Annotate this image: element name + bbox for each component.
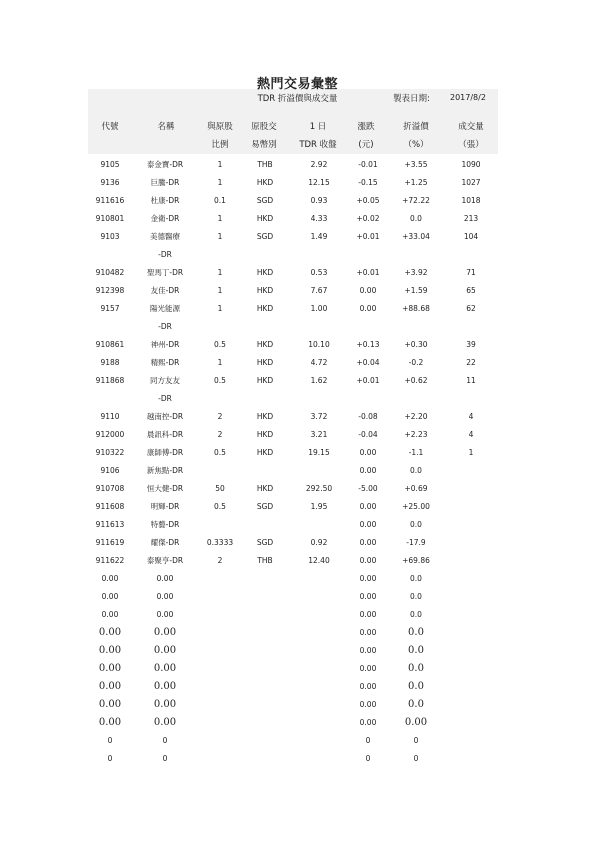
cell-ratio: 1: [217, 214, 223, 223]
header-code: 代號: [101, 122, 119, 132]
date-label: 製表日期:: [393, 94, 430, 104]
cell-change: 0.00: [359, 502, 377, 511]
cell-volume: 104: [463, 232, 479, 241]
cell-ratio: 50: [215, 484, 225, 493]
table-row: [0, 210, 595, 228]
cell-currency: HKD: [256, 430, 274, 439]
table-row: [0, 516, 595, 534]
cell-premium: 0: [413, 736, 419, 745]
cell-name: 杜康-DR: [150, 196, 180, 205]
cell-name: 聖馬丁-DR: [146, 268, 184, 277]
table-row-empty: [0, 606, 595, 624]
cell-ratio: 1: [217, 178, 223, 187]
cell-close: 0.93: [310, 196, 328, 205]
cell-currency: [245, 462, 285, 480]
cell-currency: HKD: [256, 286, 274, 295]
cell-close: [295, 516, 343, 534]
cell-change: 0.00: [359, 448, 377, 457]
cell-premium: -0.2: [408, 358, 424, 367]
cell-premium: 0: [413, 754, 419, 763]
cell-change: 0.00: [359, 610, 377, 619]
cell-code: 9110: [100, 412, 120, 421]
cell-close: 1.00: [310, 304, 328, 313]
cell-premium: +88.68: [402, 304, 430, 313]
cell-ratio: 1: [217, 232, 223, 241]
cell-code: 0.00: [101, 574, 119, 583]
header-currency: 原股交 易幣別: [251, 122, 277, 150]
cell-premium: 0.0: [408, 681, 424, 692]
cell-close: 1.49: [310, 232, 328, 241]
table-row: [0, 426, 595, 444]
cell-currency: HKD: [256, 340, 274, 349]
cell-close: 4.33: [310, 214, 328, 223]
cell-name: 0.00: [153, 663, 177, 674]
cell-close: 4.72: [310, 358, 328, 367]
table-row: [0, 354, 595, 372]
cell-currency: HKD: [256, 304, 274, 313]
cell-code: 911616: [95, 196, 125, 205]
cell-code: 911608: [95, 502, 125, 511]
cell-change: 0.00: [359, 286, 377, 295]
table-row: [0, 156, 595, 174]
cell-change: +0.04: [356, 358, 380, 367]
cell-ratio: 0.5: [214, 376, 226, 385]
cell-volume: 71: [466, 268, 476, 277]
table-row-empty: [0, 642, 595, 660]
cell-close: 0.53: [310, 268, 328, 277]
cell-close: 3.21: [310, 430, 328, 439]
cell-code: 9136: [100, 178, 120, 187]
table-row-empty: [0, 678, 595, 696]
cell-change: 0.00: [359, 628, 377, 637]
cell-code: 911613: [95, 520, 125, 529]
table-subtitle: TDR 折溢價與成交量: [257, 94, 338, 104]
cell-name: 泰聚亨-DR: [146, 556, 184, 565]
cell-close: 3.72: [310, 412, 328, 421]
cell-volume: 4: [468, 412, 474, 421]
cell-name: 0.00: [156, 574, 174, 583]
cell-currency: [245, 516, 285, 534]
cell-currency: SGD: [256, 502, 274, 511]
cell-premium: +1.25: [404, 178, 428, 187]
cell-close: 12.40: [308, 556, 330, 565]
table-row-empty: [0, 696, 595, 714]
cell-premium: +3.55: [404, 160, 428, 169]
cell-code: 0.00: [98, 699, 122, 710]
cell-change: +0.01: [356, 376, 380, 385]
cell-code: 0.00: [98, 681, 122, 692]
cell-ratio: 1: [217, 358, 223, 367]
cell-name: 泰金寶-DR: [146, 160, 184, 169]
cell-change: -0.08: [358, 412, 378, 421]
cell-ratio: 2: [217, 412, 223, 421]
cell-code: 910708: [95, 484, 125, 493]
cell-premium: +33.04: [402, 232, 430, 241]
cell-name: 0.00: [153, 645, 177, 656]
cell-premium: 0.0: [408, 627, 424, 638]
cell-currency: HKD: [256, 412, 274, 421]
cell-volume: 1018: [461, 196, 481, 205]
cell-code: 0: [107, 736, 113, 745]
cell-change: 0.00: [359, 664, 377, 673]
cell-close: 7.67: [310, 286, 328, 295]
cell-change: +0.13: [356, 340, 380, 349]
cell-close: 1.62: [310, 376, 328, 385]
table-row: [0, 336, 595, 354]
table-row: [0, 174, 595, 192]
cell-premium: 0.0: [410, 592, 422, 601]
table-row-empty: [0, 588, 595, 606]
cell-code: 9105: [100, 160, 120, 169]
cell-premium: 0.0: [408, 699, 424, 710]
cell-name: 0: [162, 754, 168, 763]
cell-premium: +0.62: [404, 376, 428, 385]
table-row: [0, 264, 595, 282]
table-row-empty: [0, 660, 595, 678]
cell-premium: 0.0: [410, 214, 422, 223]
cell-change: 0.00: [359, 520, 377, 529]
cell-volume: 4: [468, 430, 474, 439]
table-row: [0, 372, 595, 403]
cell-close: 12.15: [308, 178, 330, 187]
cell-change: -0.15: [358, 178, 378, 187]
cell-code: 0.00: [98, 645, 122, 656]
table-row-empty: [0, 624, 595, 642]
cell-change: 0: [365, 754, 371, 763]
table-row: [0, 408, 595, 426]
cell-code: 0.00: [98, 663, 122, 674]
cell-name: 友佳-DR: [150, 286, 180, 295]
cell-premium: -1.1: [408, 448, 424, 457]
cell-currency: HKD: [256, 268, 274, 277]
cell-code: 9103: [100, 232, 120, 241]
table-row: [0, 228, 595, 259]
date-value: 2017/8/2: [450, 93, 486, 102]
cell-currency: THB: [257, 556, 273, 565]
cell-ratio: 2: [217, 430, 223, 439]
table-row: [0, 534, 595, 552]
cell-ratio: 1: [217, 304, 223, 313]
table-row: [0, 552, 595, 570]
cell-code: 910322: [95, 448, 125, 457]
cell-ratio: 0.5: [214, 502, 226, 511]
cell-code: 0.00: [101, 592, 119, 601]
cell-name: 耀傑-DR: [150, 538, 180, 547]
cell-premium: 0.0: [410, 466, 422, 475]
cell-volume: 213: [463, 214, 479, 223]
cell-ratio: 0.1: [214, 196, 226, 205]
cell-premium: -17.9: [406, 538, 426, 547]
cell-code: 910482: [95, 268, 125, 277]
cell-currency: THB: [257, 160, 273, 169]
cell-premium: +3.92: [404, 268, 428, 277]
cell-code: 911622: [95, 556, 125, 565]
cell-premium: +2.23: [404, 430, 428, 439]
cell-code: 910861: [95, 340, 125, 349]
table-row: [0, 480, 595, 498]
cell-volume: 11: [466, 376, 476, 385]
cell-premium: 0.0: [410, 520, 422, 529]
cell-name: 恒大健-DR: [146, 484, 184, 493]
cell-volume: [450, 552, 492, 570]
cell-volume: [450, 480, 492, 498]
cell-premium: +25.00: [402, 502, 430, 511]
cell-ratio: 1: [217, 160, 223, 169]
cell-name: 康師傅-DR: [146, 448, 184, 457]
cell-volume: 1090: [461, 160, 481, 169]
cell-ratio: 0.3333: [206, 538, 234, 547]
cell-change: 0.00: [359, 304, 377, 313]
cell-name: 0.00: [153, 681, 177, 692]
header-name: 名稱: [157, 122, 175, 132]
cell-name: 同方友友: [150, 376, 180, 385]
cell-change: -0.01: [358, 160, 378, 169]
cell-currency: HKD: [256, 484, 274, 493]
cell-change: 0: [365, 736, 371, 745]
cell-change: 0.00: [359, 700, 377, 709]
table-row-empty: [0, 714, 595, 732]
cell-name: 明輝-DR: [150, 502, 180, 511]
cell-name: 新焦點-DR: [146, 466, 184, 475]
cell-code: 0.00: [98, 717, 122, 728]
cell-volume: [450, 498, 492, 516]
table-row: [0, 462, 595, 480]
cell-change: 0.00: [359, 556, 377, 565]
cell-ratio: [200, 462, 240, 480]
cell-code: 9106: [100, 466, 120, 475]
cell-ratio: 0.5: [214, 340, 226, 349]
cell-change: 0.00: [359, 538, 377, 547]
cell-close: 292.50: [305, 484, 333, 493]
cell-currency: HKD: [256, 358, 274, 367]
cell-code: 911868: [95, 376, 125, 385]
cell-change: +0.05: [356, 196, 380, 205]
cell-change: 0.00: [359, 592, 377, 601]
cell-ratio: 0.5: [214, 448, 226, 457]
cell-change: -5.00: [358, 484, 378, 493]
cell-name-continued: -DR: [158, 394, 172, 403]
table-row-empty: [0, 570, 595, 588]
cell-volume: [450, 534, 492, 552]
cell-close: 2.92: [310, 160, 328, 169]
cell-ratio: [200, 516, 240, 534]
cell-premium: +69.86: [402, 556, 430, 565]
cell-currency: HKD: [256, 178, 274, 187]
cell-volume: 22: [466, 358, 476, 367]
table-row: [0, 498, 595, 516]
table-row: [0, 444, 595, 462]
cell-volume: 39: [466, 340, 476, 349]
cell-code: 9157: [100, 304, 120, 313]
cell-code: 0.00: [101, 610, 119, 619]
cell-premium: +2.20: [404, 412, 428, 421]
table-row: [0, 300, 595, 331]
cell-name-continued: -DR: [158, 250, 172, 259]
cell-close: 0.92: [310, 538, 328, 547]
cell-code: 910801: [95, 214, 125, 223]
cell-close: 10.10: [308, 340, 330, 349]
cell-code: 912398: [95, 286, 125, 295]
cell-premium: +72.22: [402, 196, 430, 205]
cell-close: 19.15: [308, 448, 330, 457]
cell-change: 0.00: [359, 574, 377, 583]
cell-name: 金衛-DR: [150, 214, 180, 223]
table-row-empty: [0, 750, 595, 768]
cell-change: -0.04: [358, 430, 378, 439]
header-change: 漲跌 (元): [357, 122, 375, 150]
cell-change: 0.00: [359, 718, 377, 727]
cell-name: 精熙-DR: [150, 358, 180, 367]
cell-volume: [450, 516, 492, 534]
cell-volume: 65: [466, 286, 476, 295]
cell-change: +0.02: [356, 214, 380, 223]
cell-name: 0.00: [156, 610, 174, 619]
cell-close: [295, 462, 343, 480]
cell-change: 0.00: [359, 646, 377, 655]
cell-name: 陽光能源: [150, 304, 180, 313]
table-row-empty: [0, 732, 595, 750]
cell-code: 9188: [100, 358, 120, 367]
cell-name: 特藝-DR: [150, 520, 180, 529]
cell-premium: 0.0: [410, 574, 422, 583]
cell-code: 0: [107, 754, 113, 763]
cell-currency: HKD: [256, 448, 274, 457]
cell-name: 越南控-DR: [146, 412, 184, 421]
cell-currency: HKD: [256, 214, 274, 223]
cell-name: 0: [162, 736, 168, 745]
cell-volume: 1027: [461, 178, 481, 187]
cell-premium: 0.0: [408, 645, 424, 656]
cell-name: 0.00: [153, 627, 177, 638]
header-close: 1 日 TDR 收盤: [299, 122, 337, 150]
cell-currency: HKD: [256, 376, 274, 385]
cell-premium: +0.69: [404, 484, 428, 493]
cell-premium: +0.30: [404, 340, 428, 349]
cell-name: 0.00: [153, 699, 177, 710]
header-premium: 折溢價 （%）: [403, 122, 429, 150]
cell-change: 0.00: [359, 466, 377, 475]
header-ratio: 與原股 比例: [207, 122, 233, 150]
cell-premium: 0.00: [404, 717, 428, 728]
cell-code: 912000: [95, 430, 125, 439]
cell-currency: SGD: [256, 232, 274, 241]
cell-code: 911619: [95, 538, 125, 547]
document-title: 熱門交易彙整: [256, 77, 338, 92]
cell-volume: [450, 462, 492, 480]
table-row: [0, 192, 595, 210]
cell-currency: SGD: [256, 538, 274, 547]
cell-premium: +1.59: [404, 286, 428, 295]
cell-change: 0.00: [359, 682, 377, 691]
cell-name: 神州-DR: [150, 340, 180, 349]
cell-change: +0.01: [356, 268, 380, 277]
cell-premium: 0.0: [408, 663, 424, 674]
cell-name: 美德醫療: [150, 232, 180, 241]
cell-change: +0.01: [356, 232, 380, 241]
cell-name: 0.00: [153, 717, 177, 728]
cell-premium: 0.0: [410, 610, 422, 619]
cell-ratio: 1: [217, 268, 223, 277]
header-volume: 成交量 （張）: [458, 122, 484, 150]
cell-volume: 62: [466, 304, 476, 313]
cell-volume: 1: [468, 448, 474, 457]
cell-close: 1.95: [310, 502, 328, 511]
cell-ratio: 1: [217, 286, 223, 295]
cell-name: 0.00: [156, 592, 174, 601]
cell-currency: SGD: [256, 196, 274, 205]
table-row: [0, 282, 595, 300]
cell-code: 0.00: [98, 627, 122, 638]
cell-ratio: 2: [217, 556, 223, 565]
cell-name: 巨騰-DR: [150, 178, 180, 187]
cell-name: 晨訊科-DR: [146, 430, 184, 439]
cell-name-continued: -DR: [158, 322, 172, 331]
